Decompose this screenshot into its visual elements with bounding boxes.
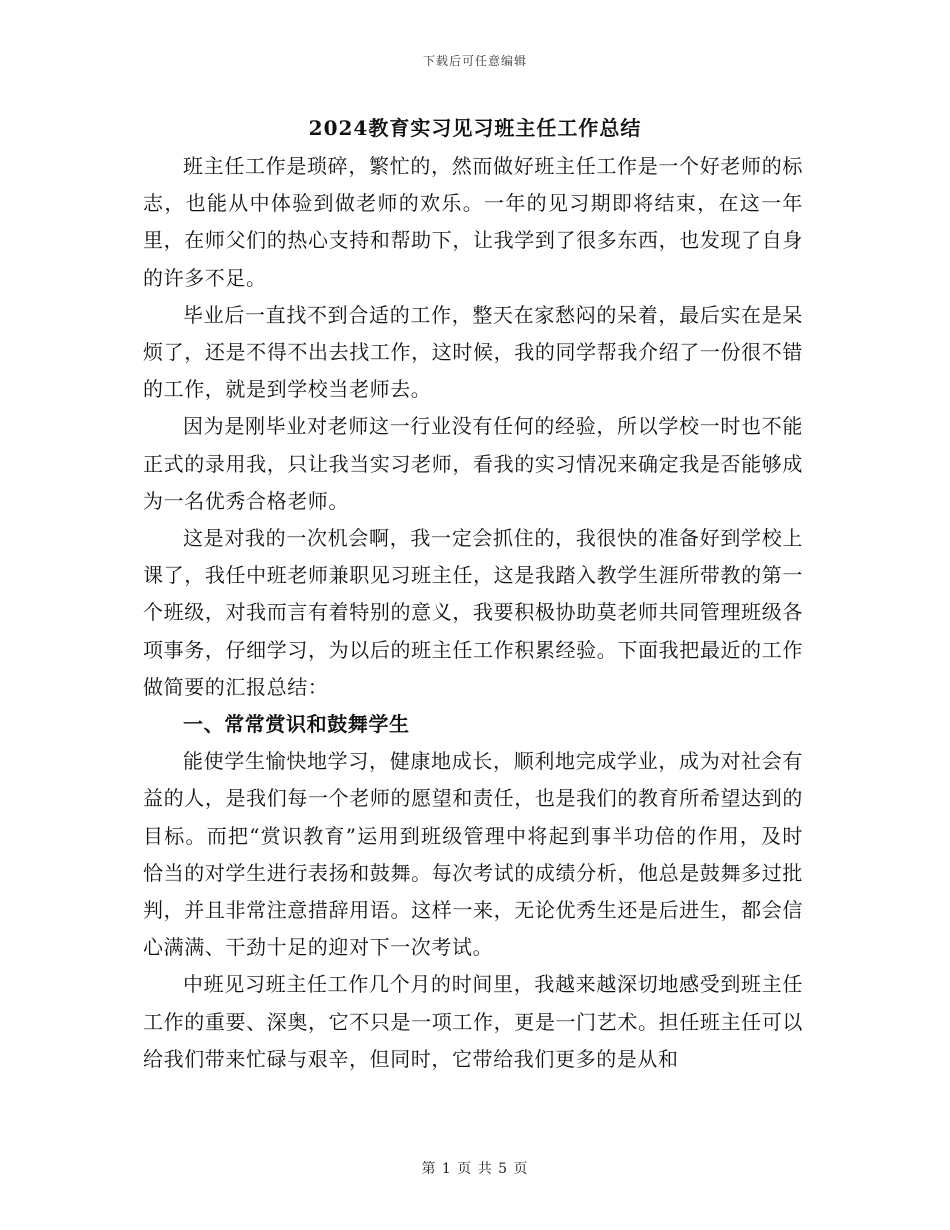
document-body	[143, 148, 803, 1078]
paragraph-internship: 因为是刚毕业对老师这一行业没有任何的经验，所以学校一时也不能正式的录用我，只让我当实习老师，看我的实习情况来确定我是否能够成为一名优秀合格老师。	[143, 414, 803, 513]
paragraph-appreciation-education: 能使学生愉快地学习，健康地成长，顺利地完成学业，成为对社会有益的人，是我们每一个老师的愿望和责任，也是我们的教育所希望达到的目标。而把“赏识教育”运用到班级管理中将起到事半功倍的作用，及时恰当的对学生进行表扬和鼓舞。每次考试的成绩分析，他总是鼓舞多过批判，并且非常注意措辞用语。这样一来，无论优秀生还是后进生，都会信心满满、干劲十足的迎对下一次考试。	[143, 749, 803, 960]
page-number-footer: 第 1 页 共 5 页	[421, 1161, 529, 1177]
page-header-note: 下载后可任意编辑	[422, 54, 527, 68]
paragraph-job-search: 毕业后一直找不到合适的工作，整天在家愁闷的呆着，最后实在是呆烦了，还是不得不出去找工作，这时候，我的同学帮我介绍了一份很不错的工作，就是到学校当老师去。	[143, 302, 803, 402]
paragraph-opportunity: 这是对我的一次机会啊，我一定会抓住的，我很快的准备好到学校上课了，我任中班老师兼职见习班主任，这是我踏入教学生涯所带教的第一个班级，对我而言有着特别的意义，我要积极协助莫老师共同管理班级各项事务，仔细学习，为以后的班主任工作积累经验。下面我把最近的工作做简要的汇报总结：	[143, 526, 803, 699]
paragraph-intro: 班主任工作是琐碎，繁忙的，然而做好班主任工作是一个好老师的标志，也能从中体验到做老师的欢乐。一年的见习期即将结束，在这一年里，在师父们的热心支持和帮助下，让我学到了很多东西，也发现了自身的许多不足。	[143, 154, 803, 290]
section-heading: 一、常常赏识和鼓舞学生	[183, 712, 410, 737]
document-title: 2024教育实习见习班主任工作总结	[308, 116, 642, 140]
paragraph-reflection: 中班见习班主任工作几个月的时间里，我越来越深切地感受到班主任工作的重要、深奥，它不只是一项工作，更是一门艺术。担任班主任可以给我们带来忙碌与艰辛，但同时，它带给我们更多的是从和	[143, 972, 803, 1071]
